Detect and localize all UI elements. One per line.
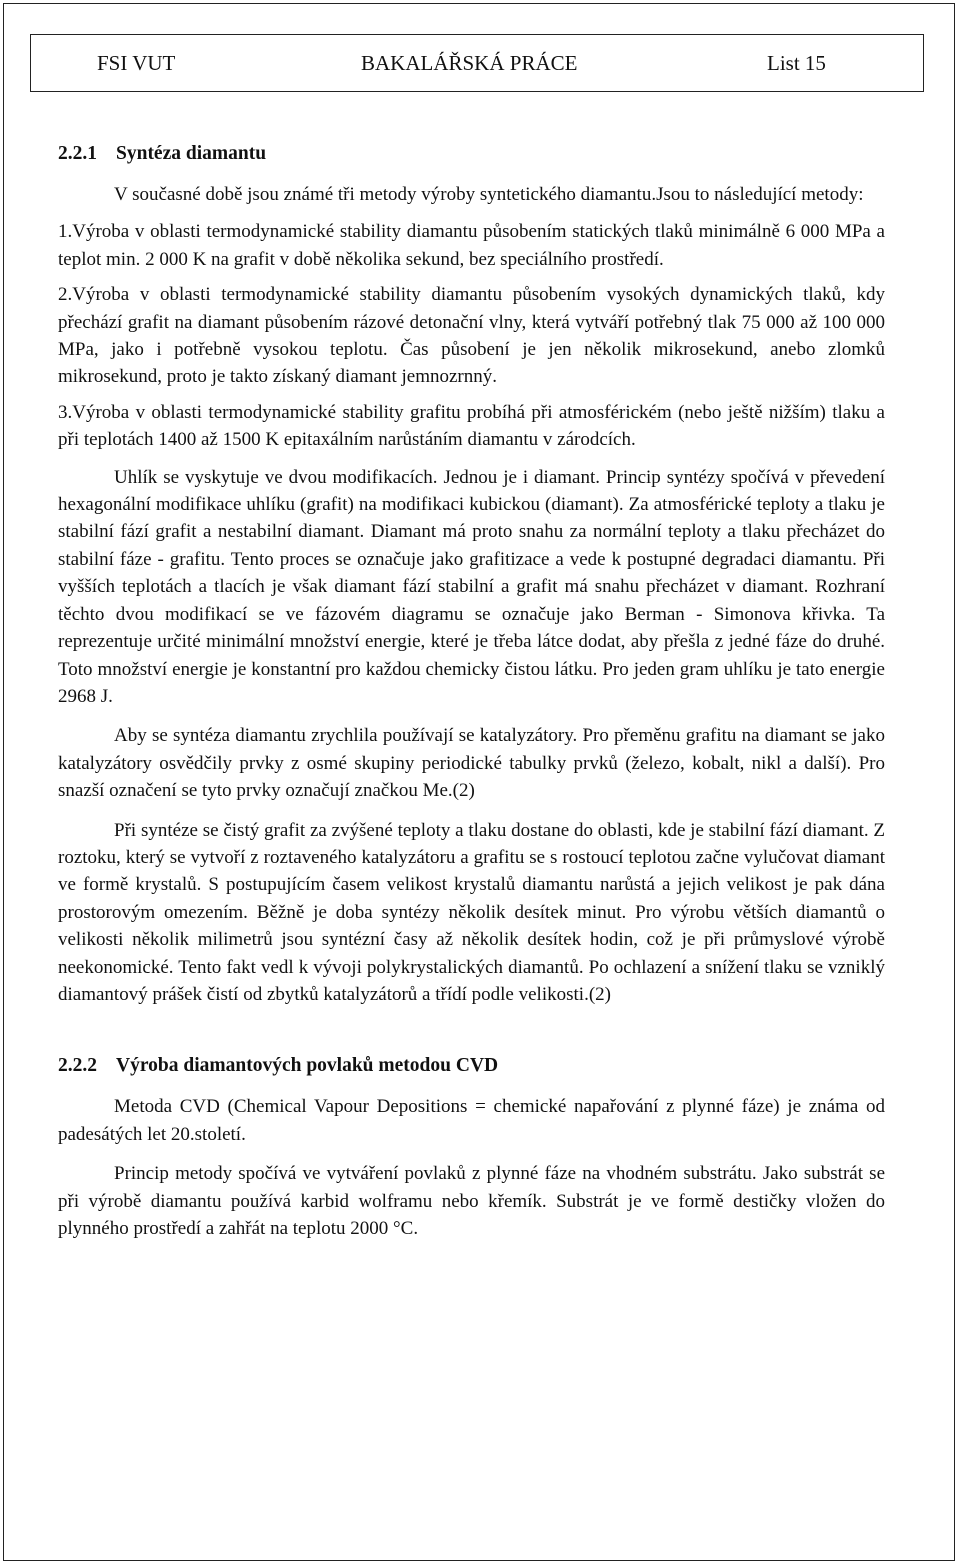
method-3-paragraph: 3.Výroba v oblasti termodynamické stability grafitu probíhá při atmosférickém (nebo ještě nižším) tlaku a při teplotách 1400 až 1500 K epitaxálním narůstáním diamantu v zárodcích. (58, 401, 885, 451)
cvd-paragraph: Metoda CVD (Chemical Vapour Depositions = chemické napařování z plynné fáze) je známa od padesátých let 20.století. (58, 1096, 885, 1145)
section-number: 2.2.2 (58, 1055, 97, 1077)
section-title: Syntéza diamantu (116, 143, 267, 164)
section-heading-synteza (58, 140, 885, 167)
catalyst-paragraph: Aby se syntéza diamantu zrychlila používají se katalyzátory. Pro přeměnu grafitu na diamant se jako katalyzátory osvědčily prvky z osmé skupiny periodické tabulky prvků (železo, kobalt, nikl a další). Pro snazší označení se tyto prvky označují značkou Me.(2) (58, 725, 885, 802)
carbon-modifications-paragraph: Uhlík se vyskytuje ve dvou modifikacích. Jednou je i diamant. Princip syntézy spočívá v převedení hexagonální modifikace uhlíku (grafit) na modifikaci kubickou (diamant). Za atmosférické teploty a tlaku je stabilní fází grafit a nestabilní diamant. Diamant má proto snahu za normální teploty a tlaku přecházet do stabilní fáze - grafitu. Tento proces se označuje jako grafitizace a vede k postupné degradaci diamantu. Při vyšších teplotách a tlacích je však diamant fází stabilní a grafit má snahu přecházet v diamant. Rozhraní těchto dvou modifikací se ve fázovém diagramu se označuje jako Berman - Simonova křivka. Ta reprezentuje určité minimální množství energie, které je třeba látce dodat, aby přešla z jedné fáze do druhé. Toto množství energie je konstantní pro každou chemicky čistou látku. Pro jeden gram uhlíku je tato energie 2968 J. (58, 466, 885, 707)
section-number: 2.2.1 (58, 143, 97, 164)
intro-paragraph: V současné době jsou známé tři metody výroby syntetického diamantu.Jsou to následující metody: (114, 184, 864, 205)
header-page-number: List 15 (767, 50, 826, 75)
cvd-principle-paragraph: Princip metody spočívá ve vytváření povlaků z plynné fáze na vhodném substrátu. Jako substrát se při výrobě diamantu používá karbid wolframu nebo křemík. Substrát je ve formě destičky vložen do plynného prostředí a zahřát na teplotu 2000 °C. (58, 1163, 885, 1239)
section-heading-cvd (58, 1052, 885, 1079)
method-2-paragraph: 2.Výroba v oblasti termodynamické stability diamantu působením vysokých dynamických tlaků, kdy přechází grafit na diamant působením rázové detonační vlny, která vytváří potřebný tlak 75 000 až 100 000 MPa, jako i potřebně vysokou teplotu. Čas působení je jen několik mikrosekund, anebo zlomků mikrosekund, proto je takto získaný diamant jemnozrnný. (58, 284, 885, 388)
page-content (58, 140, 885, 1242)
header-document-type: BAKALÁŘSKÁ PRÁCE (361, 50, 578, 75)
synthesis-paragraph: Při syntéze se čistý grafit za zvýšené teploty a tlaku dostane do oblasti, kde je stabilní fází diamant. Z roztoku, který se vytvoří z roztaveného katalyzátoru a grafitu se s rostoucí teplotou začne vylučovat diamant ve formě krystalů. S postupujícím časem velikost krystalů diamantu narůstá a jejich velikost je pak dána prostorovým omezením. Běžně je doba syntézy několik desítek minut. Pro výrobu větších diamantů o velikosti několik milimetrů jsou syntézní časy až několik desítek hodin, což je při průmyslové výrobě neekonomické. Tento fakt vedl k vývoji polykrystalických diamantů. Po ochlazení a snížení tlaku se vzniklý diamantový prášek čistí od zbytků katalyzátorů a třídí podle velikosti.(2) (58, 819, 885, 1005)
section-title: Výroba diamantových povlaků metodou CVD (116, 1055, 499, 1077)
header-faculty: FSI VUT (97, 50, 176, 75)
method-1-paragraph: 1.Výroba v oblasti termodynamické stability diamantu působením statických tlaků minimálně 6 000 MPa a teplot min. 2 000 K na grafit v době několika sekund, bez speciálního prostředí. (58, 221, 885, 270)
page-header (30, 34, 924, 92)
